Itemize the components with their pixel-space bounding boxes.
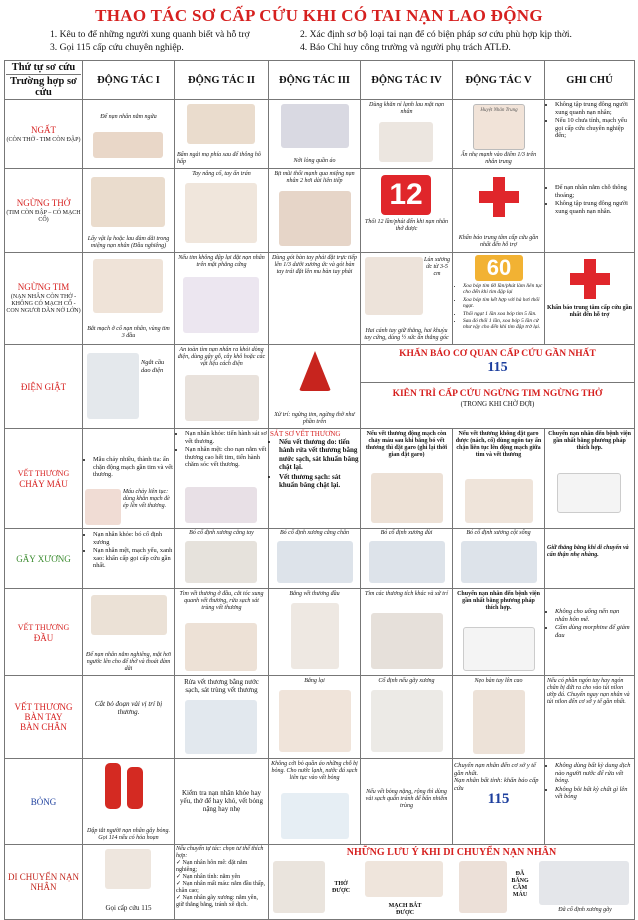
ambulance-image xyxy=(557,473,621,513)
emergency-number: 115 xyxy=(487,791,510,808)
cell: Bắt mạch ở cổ nạn nhân, vùng tim 3 đầu xyxy=(83,253,175,345)
row-chay-mau xyxy=(5,429,635,529)
neck-lift-image xyxy=(185,183,257,243)
red-arrow-icon xyxy=(299,351,331,391)
note-cell: • Để nạn nhân nằm chỗ thông thoáng; • Không tập trung đông người xung quanh nạn nhân. xyxy=(545,169,635,253)
cell: Băng vết thương đầu xyxy=(269,589,361,676)
chest-compression-image xyxy=(365,257,423,315)
cell: Huyệt Nhân Trung Ấn nhẹ mạnh vào điểm 1/3 trên nhân trung xyxy=(453,100,545,169)
row-dien-giat xyxy=(5,345,635,429)
cell: Dùng gót bàn tay phải đặt trực tiếp lên 1/3 dưới xương ức và gót bàn tay trái đặt lên mu bàn tay phải xyxy=(269,253,361,345)
count-12-badge: 12 xyxy=(381,175,431,215)
header-corner: Thứ tự sơ cứu Trường hợp sơ cứu xyxy=(5,61,83,100)
row-label: NGỪNG THỞ (TIM CÒN ĐẬP – CÓ MẠCH CỔ) xyxy=(5,169,83,253)
cell: Khẩn báo trung tâm cấp cứu gần nhất đến hỗ trợ xyxy=(453,169,545,253)
cell: • Nạn nhân khỏe: bó cố định xương • Nạn nhân mệt, mạch yếu, xanh xao: khẩn cấp gọi cấp cứu gần nhất. xyxy=(83,529,175,589)
row-vet-thuong-dau xyxy=(5,589,635,676)
row-label: ĐIỆN GIẬT xyxy=(5,345,83,429)
cell: 12 Thổi 12 lần/phút đến khi nạn nhân thở được xyxy=(361,169,453,253)
bleeding-image xyxy=(85,489,121,525)
cell: Cắt bỏ đoạn vải vị trí bị thương. xyxy=(83,676,175,759)
hand-splint-image xyxy=(371,690,443,752)
head-bandage-image xyxy=(291,603,339,669)
cell: 60 • Xoa bóp tim 60 lần/phút làm liên tục cho đến khi tim đập lại • Xoa bóp tim kết hợp với hà hơi thổi ngạt. • Thổi ngạt 1 lần xoa bóp tim 5 lần. • Sau đó thổi 1 lần, xoa bóp 5 lần cứ như vậy cho đến khi tim đập trở lại. xyxy=(453,253,545,345)
note-cell: Giữ thẳng bằng khi di chuyển và cẩn thận nhẹ nhàng. xyxy=(545,529,635,589)
red-cross-icon xyxy=(479,177,519,217)
cell: Xử trí: ngừng tim, ngừng thở như phần trên xyxy=(269,345,361,429)
cool-burn-image xyxy=(281,793,349,839)
cell: Ngắt cầu dao điện xyxy=(83,345,175,429)
loosen-clothes-image xyxy=(281,104,349,148)
step-2: 2. Xác định sơ bộ loại tai nạn để có biện pháp sơ cứu phù hợp kịp thời. xyxy=(300,29,572,40)
cell: Bịt mũi thổi mạnh qua miệng nạn nhân 2 hơi dài liên tiếp xyxy=(269,169,361,253)
emergency-number: 115 xyxy=(487,360,508,375)
row-ngung-tim xyxy=(5,253,635,345)
header-col-5: ĐỘNG TÁC V xyxy=(453,61,545,100)
row-gay-xuong xyxy=(5,529,635,589)
cell: Nếu vết bỏng nặng, rộng thì dùng vải sạch quấn tránh để bẩn nhiễm trùng xyxy=(361,759,453,845)
cell: Tìm các thương tích khác và xử trí xyxy=(361,589,453,676)
emergency-banner: KHẨN BÁO CƠ QUAN CẤP CỨU GẦN NHẤT xyxy=(399,349,596,359)
cell: Gọi cấp cứu 115 xyxy=(83,845,175,920)
cell: Bấm ngải mạ phía sau để thông hô hấp xyxy=(175,100,269,169)
spine-board-image xyxy=(461,541,537,583)
cell: Bó cố định xương cẳng chân xyxy=(269,529,361,589)
cell: Nếu chuyển tự tác: chọn tư thế thích hợp: ✓ Nạn nhân hôn mê: đặt nằm nghiêng; ✓ Nạn nhân tỉnh: nằm yên ✓ Nạn nhân mất máu: nằm đầu thấp, chân cao; ✓ Nạn nhân gãy xương: nằm yên, giữ thẳng bằng, tránh xê dịch. xyxy=(175,845,269,920)
check-pulse-image xyxy=(93,259,163,313)
note-cell: • Không dùng bất kỳ dung dịch nào người nước để rửa vết bỏng. • Không bôi bất kỳ chất gì lên vết bỏng xyxy=(545,759,635,845)
cell: Nếu vết thương động mạch còn chảy máu sau khi băng bó vết thương thì đặt garo (ghi lại thời gian đặt garo) xyxy=(361,429,453,529)
cell: Nếu tim không đập lại đặt nạn nhân trên mặt phẳng cứng xyxy=(175,253,269,345)
cell: Bó cố định xương cẳng tay xyxy=(175,529,269,589)
cell: Cố định nếu gãy xương xyxy=(361,676,453,759)
cell: • Mẫu chảy nhiều, thành tia: ấn chặn động mạch gần tim và vết thương. Máu chảy liên tục: dùng khăn mạch đè ép lên vết thương. xyxy=(83,429,175,529)
count-60-badge: 60 xyxy=(475,255,523,281)
banner-cell: KHẨN BÁO CƠ QUAN CẤP CỨU GẦN NHẤT 115 KIÊN TRÌ CẤP CỨU NGỪNG TIM NGỪNG THỞ (TRONG KHI CHỜ ĐỢI) xyxy=(361,345,635,429)
row-label: NGẤT (CÒN THỞ - TIM CÒN ĐẬP) xyxy=(5,100,83,169)
note-cell: Nếu có phần ngón tay hay ngón chân bị đứt ra cho vào túi nilon ướp đá. Chuyển ngay nạn nhân và túi nilon đến cơ sở y tế gần nhất. xyxy=(545,676,635,759)
shin-splint-image xyxy=(277,541,353,583)
clear-airway-image xyxy=(91,177,165,227)
splinted-limb-image xyxy=(539,861,629,905)
cell: Để nạn nhân nằm ngửa xyxy=(83,100,175,169)
check-injuries-image xyxy=(371,613,443,669)
cell: • Nạn nhân khỏe: tiến hành sát sơ vết thương. • Nạn nhân mệt: cho nạn nằm vết thương cao hết tim, tiến hành chăm sóc vết thương. xyxy=(175,429,269,529)
cell: Không cởi bỏ quần áo những chỗ bị bỏng. Cho nước lạnh, nước đá sạch liên tục vào vết bỏng xyxy=(269,759,361,845)
cold-towel-image xyxy=(379,122,433,162)
row-label: GÃY XƯƠNG xyxy=(5,529,83,589)
cell: SÁT SƠ VẾT THƯƠNG • Nếu vết thương do: tiến hành rửa vết thương bằng nước sạch, sát khuẩn băng chặt lại. • Vết thương sạch: sát khuẩn băng chặt lại. xyxy=(269,429,361,529)
row-label: VẾT THƯƠNG BÀN TAY BÀN CHÂN xyxy=(5,676,83,759)
switch-off-image xyxy=(87,353,139,419)
red-cross-icon xyxy=(570,259,610,299)
cell: Nới lỏng quần áo xyxy=(269,100,361,169)
cell: Tìm vết thương ở đầu, cắt tóc xung quanh vết thương, rửa sạch sát trùng vết thương xyxy=(175,589,269,676)
bandage-image xyxy=(459,861,507,913)
cell: Bó cố định xương cột sống xyxy=(453,529,545,589)
flat-surface-image xyxy=(183,277,259,333)
cell: Dập tắt người nạn nhân gây bỏng. Gọi 114 nếu có hỏa hoạn xyxy=(83,759,175,845)
fire-extinguisher-icon xyxy=(127,767,143,809)
raised-hand-image xyxy=(473,690,525,754)
cell: Để nạn nhân nằm nghiêng, mặt hơi ngước lên cho để thở và thoát đàm dãi xyxy=(83,589,175,676)
note-cell: • Không cho uống nến nạn nhân hôn mê. • Cấm dùng morphine để giảm đau xyxy=(545,589,635,676)
header-col-6: GHI CHÚ xyxy=(545,61,635,100)
cell: Chuyển nạn nhân đến cơ sở y tế gần nhất. Nạn nhân bất tỉnh: khẩn báo cấp cứu 115 xyxy=(453,759,545,845)
tourniquet-image xyxy=(371,473,443,523)
header-col-4: ĐỘNG TÁC IV xyxy=(361,61,453,100)
cell: Tay nâng cổ, tay ấn trán xyxy=(175,169,269,253)
transport-notes-cell: NHỮNG LƯU Ý KHI DI CHUYỂN NẠN NHÂN THỞ ĐƯỢC MẠCH BẮT ĐƯỢC ĐÃ BĂNG CẦM MÁU Đã cố định xương gãy xyxy=(269,845,635,920)
fire-extinguisher-icon xyxy=(105,763,121,809)
forearm-splint-image xyxy=(185,541,257,583)
cell: Chuyển nạn nhân đến bệnh viện gần nhất bằng phương pháp thích hợp. xyxy=(453,589,545,676)
row-label: NGỪNG TIM (NẠN NHÂN CÒN THỞ - KHÔNG CÓ MẠCH CỔ - CON NGƯƠI DÃN NỞ LỚN) xyxy=(5,253,83,345)
thigh-splint-image xyxy=(369,541,445,583)
breathing-image xyxy=(273,861,325,913)
row-label: VẾT THƯƠNG ĐẦU xyxy=(5,589,83,676)
row-ngat xyxy=(5,100,635,169)
cell: Bó cố định xương đùi xyxy=(361,529,453,589)
cell: Lấy vật lạ hoặc lau đàm dãi trong miệng nạn nhân (Đầu nghiêng) xyxy=(83,169,175,253)
hand-bandage-image xyxy=(279,690,351,752)
header-row xyxy=(5,61,635,100)
row-di-chuyen xyxy=(5,845,635,920)
row-label: DI CHUYỂN NẠN NHÂN xyxy=(5,845,83,920)
row-bong xyxy=(5,759,635,845)
pull-victim-image xyxy=(185,375,259,421)
mouth-to-mouth-image xyxy=(279,191,351,246)
elevate-limb-image xyxy=(185,487,257,523)
pulse-check-image xyxy=(365,861,443,897)
note-cell: Khẩn báo trung tâm cấp cứu gần nhất đến hỗ trợ xyxy=(545,253,635,345)
cell: Rửa vết thương bằng nước sạch, sát trùng vết thương xyxy=(175,676,269,759)
first-aid-table xyxy=(4,60,635,920)
step-3: 3. Gọi 115 cấp cứu chuyên nghiệp. xyxy=(50,42,184,53)
step-1: 1. Kêu to để những người xung quanh biết và hỗ trợ xyxy=(50,29,250,40)
phone-call-image xyxy=(105,849,151,889)
head-wound-clean-image xyxy=(185,623,257,671)
cell: Nẹo bàn tay lên cao xyxy=(453,676,545,759)
row-label: VẾT THƯƠNG CHẢY MÁU xyxy=(5,429,83,529)
cell: Lún xương ức từ 3-5 cm Hai cánh tay giữ thẳng, hai khuỷu tay cứng, dùng ½ sức ấn thẳng góc xyxy=(361,253,453,345)
cell: Nếu vết thương không đặt garo được (nách, cổ) dùng ngón tay ấn chặn liên tục lên động mạch giữa tim và vết thương xyxy=(453,429,545,529)
cell: Băng lại xyxy=(269,676,361,759)
wash-wound-image xyxy=(185,700,257,754)
header-col-3: ĐỘNG TÁC III xyxy=(269,61,361,100)
header-col-2: ĐỘNG TÁC II xyxy=(175,61,269,100)
cpr-banner: KIÊN TRÌ CẤP CỨU NGỪNG TIM NGỪNG THỞ xyxy=(392,389,603,399)
step-4: 4. Báo Chỉ huy công trường và người phụ trách ATLĐ. xyxy=(300,42,511,53)
transport-banner: NHỮNG LƯU Ý KHI DI CHUYỂN NẠN NHÂN xyxy=(346,847,557,858)
row-label: BỎNG xyxy=(5,759,83,845)
ambulance-image xyxy=(463,627,535,671)
person-lying-image xyxy=(93,132,163,158)
header-col-1: ĐỘNG TÁC I xyxy=(83,61,175,100)
row-ngung-tho xyxy=(5,169,635,253)
cell: Dùng khăn nỉ lạnh lau mặt nạn nhân xyxy=(361,100,453,169)
cell: An toàn tìm nạn nhân ra khỏi dòng điện, dùng gậy gỗ, cây khô hoặc các vật liệu cách điện xyxy=(175,345,269,429)
head-tilt-image xyxy=(187,104,255,144)
artery-press-image xyxy=(465,479,533,523)
cell: Kiểm tra nạn nhân khỏe hay yếu, thở để hay khó, vết bỏng nặng hay nhẹ xyxy=(175,759,269,845)
poster-title: THAO TÁC SƠ CẤP CỨU KHI CÓ TAI NẠN LAO ĐỘNG xyxy=(95,6,543,25)
note-cell: Chuyển nạn nhân đến bệnh viện gần nhất bằng phương pháp thích hợp. xyxy=(545,429,635,529)
row-ban-tay xyxy=(5,676,635,759)
note-cell: • Không tập trung đông người xung quanh nạn nhân; • Nếu 10 chưa tỉnh, mạch yếu gọi cấp cứu chuyên nghiệp đến; xyxy=(545,100,635,169)
recovery-position-image xyxy=(91,595,167,635)
